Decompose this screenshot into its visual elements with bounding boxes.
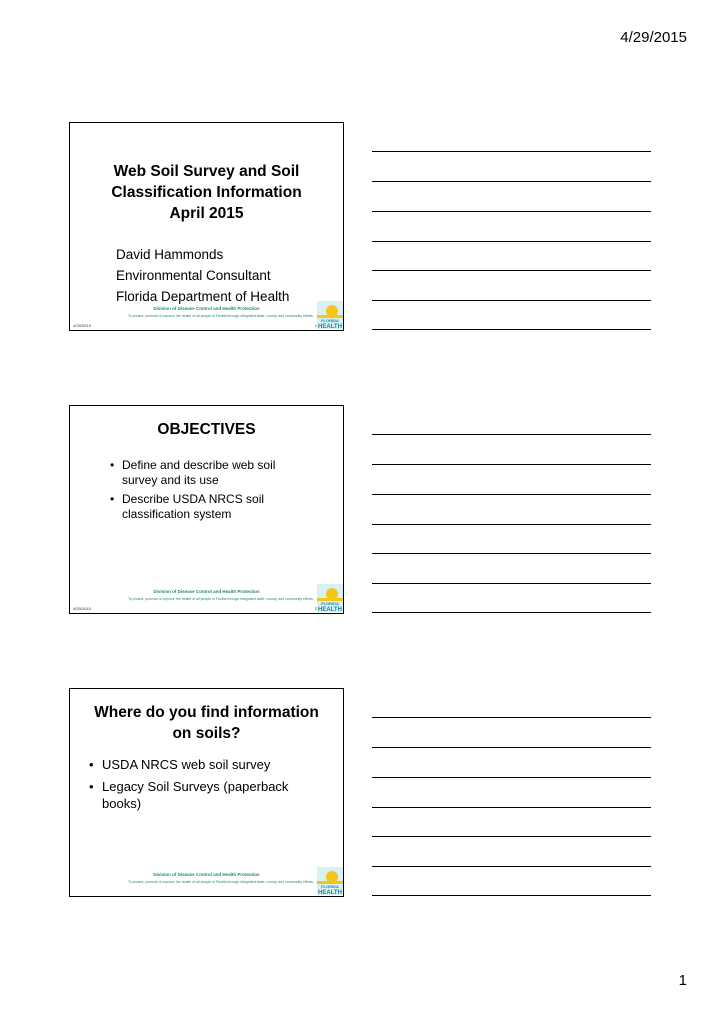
notes-line (372, 553, 651, 554)
notes-line (372, 241, 651, 242)
svg-text:HEALTH: HEALTH (318, 890, 342, 895)
notes-line (372, 329, 651, 330)
florida-health-logo (317, 867, 343, 895)
notes-line (372, 524, 651, 525)
notes-line (372, 747, 651, 748)
notes-line (372, 434, 651, 435)
footer-date: 4/29/2015 (73, 606, 91, 611)
slide-2 (69, 405, 344, 614)
svg-text:HEALTH: HEALTH (318, 324, 342, 329)
bullet-icon: • (89, 757, 94, 772)
slide-title: Where do you find information on soils? (94, 704, 319, 742)
footer-org: Division of Disease Control and Health Protection (153, 872, 260, 877)
footer-date: 4/29/2015 (73, 323, 91, 328)
bullet-list (89, 756, 343, 812)
list-item: • USDA NRCS web soil survey (89, 757, 271, 772)
bullet-icon: • (89, 779, 94, 794)
florida-health-logo (314, 301, 343, 329)
notes-line (372, 464, 651, 465)
notes-line (372, 211, 651, 212)
bullet-icon: • (110, 458, 115, 472)
slide-title: Web Soil Survey and Soil Classification Information April 2015 (111, 163, 302, 222)
footer-slide-number: 1 (314, 323, 317, 328)
header-date: 4/29/2015 (620, 29, 687, 46)
bullet-list (110, 458, 343, 522)
footer-org: Division of Disease Control and Health Protection (153, 306, 260, 311)
footer-mission: To protect, promote & improve the health of all people in Florida through integrated state, county, and community efforts. (128, 880, 314, 884)
presenter-role: Environmental Consultant (116, 268, 271, 283)
svg-text:FLORIDA: FLORIDA (321, 884, 339, 889)
notes-line (372, 895, 651, 896)
list-item: • Legacy Soil Surveys (paperback books) (89, 779, 289, 811)
notes-line (372, 777, 651, 778)
svg-text:FLORIDA: FLORIDA (321, 318, 339, 323)
footer-slide-number: 2 (314, 606, 317, 611)
presenter-info (116, 244, 343, 307)
notes-line (372, 717, 651, 718)
presenter-org: Florida Department of Health (116, 289, 290, 304)
svg-text:FLORIDA: FLORIDA (321, 601, 339, 606)
notes-line (372, 494, 651, 495)
florida-health-logo (314, 584, 343, 612)
presenter-name: David Hammonds (116, 247, 224, 262)
svg-text:HEALTH: HEALTH (318, 607, 342, 612)
slide-3 (69, 688, 344, 897)
page-number: 1 (678, 972, 687, 989)
notes-line (372, 612, 651, 613)
notes-line (372, 151, 651, 152)
list-item: • Describe USDA NRCS soil classification system (110, 492, 265, 521)
notes-line (372, 866, 651, 867)
notes-line (372, 807, 651, 808)
notes-line (372, 270, 651, 271)
slide-1 (69, 122, 344, 331)
footer-mission: To protect, promote & improve the health of all people in Florida through integrated state, county, and community efforts. (128, 314, 314, 318)
footer-mission: To protect, promote & improve the health of all people in Florida through integrated state, county, and community efforts. (128, 597, 314, 601)
footer-org: Division of Disease Control and Health Protection (153, 589, 260, 594)
notes-line (372, 300, 651, 301)
bullet-icon: • (110, 492, 115, 506)
notes-line (372, 583, 651, 584)
notes-line (372, 181, 651, 182)
notes-line (372, 836, 651, 837)
slide-title: OBJECTIVES (157, 421, 256, 438)
list-item: • Define and describe web soil survey and its use (110, 458, 276, 487)
